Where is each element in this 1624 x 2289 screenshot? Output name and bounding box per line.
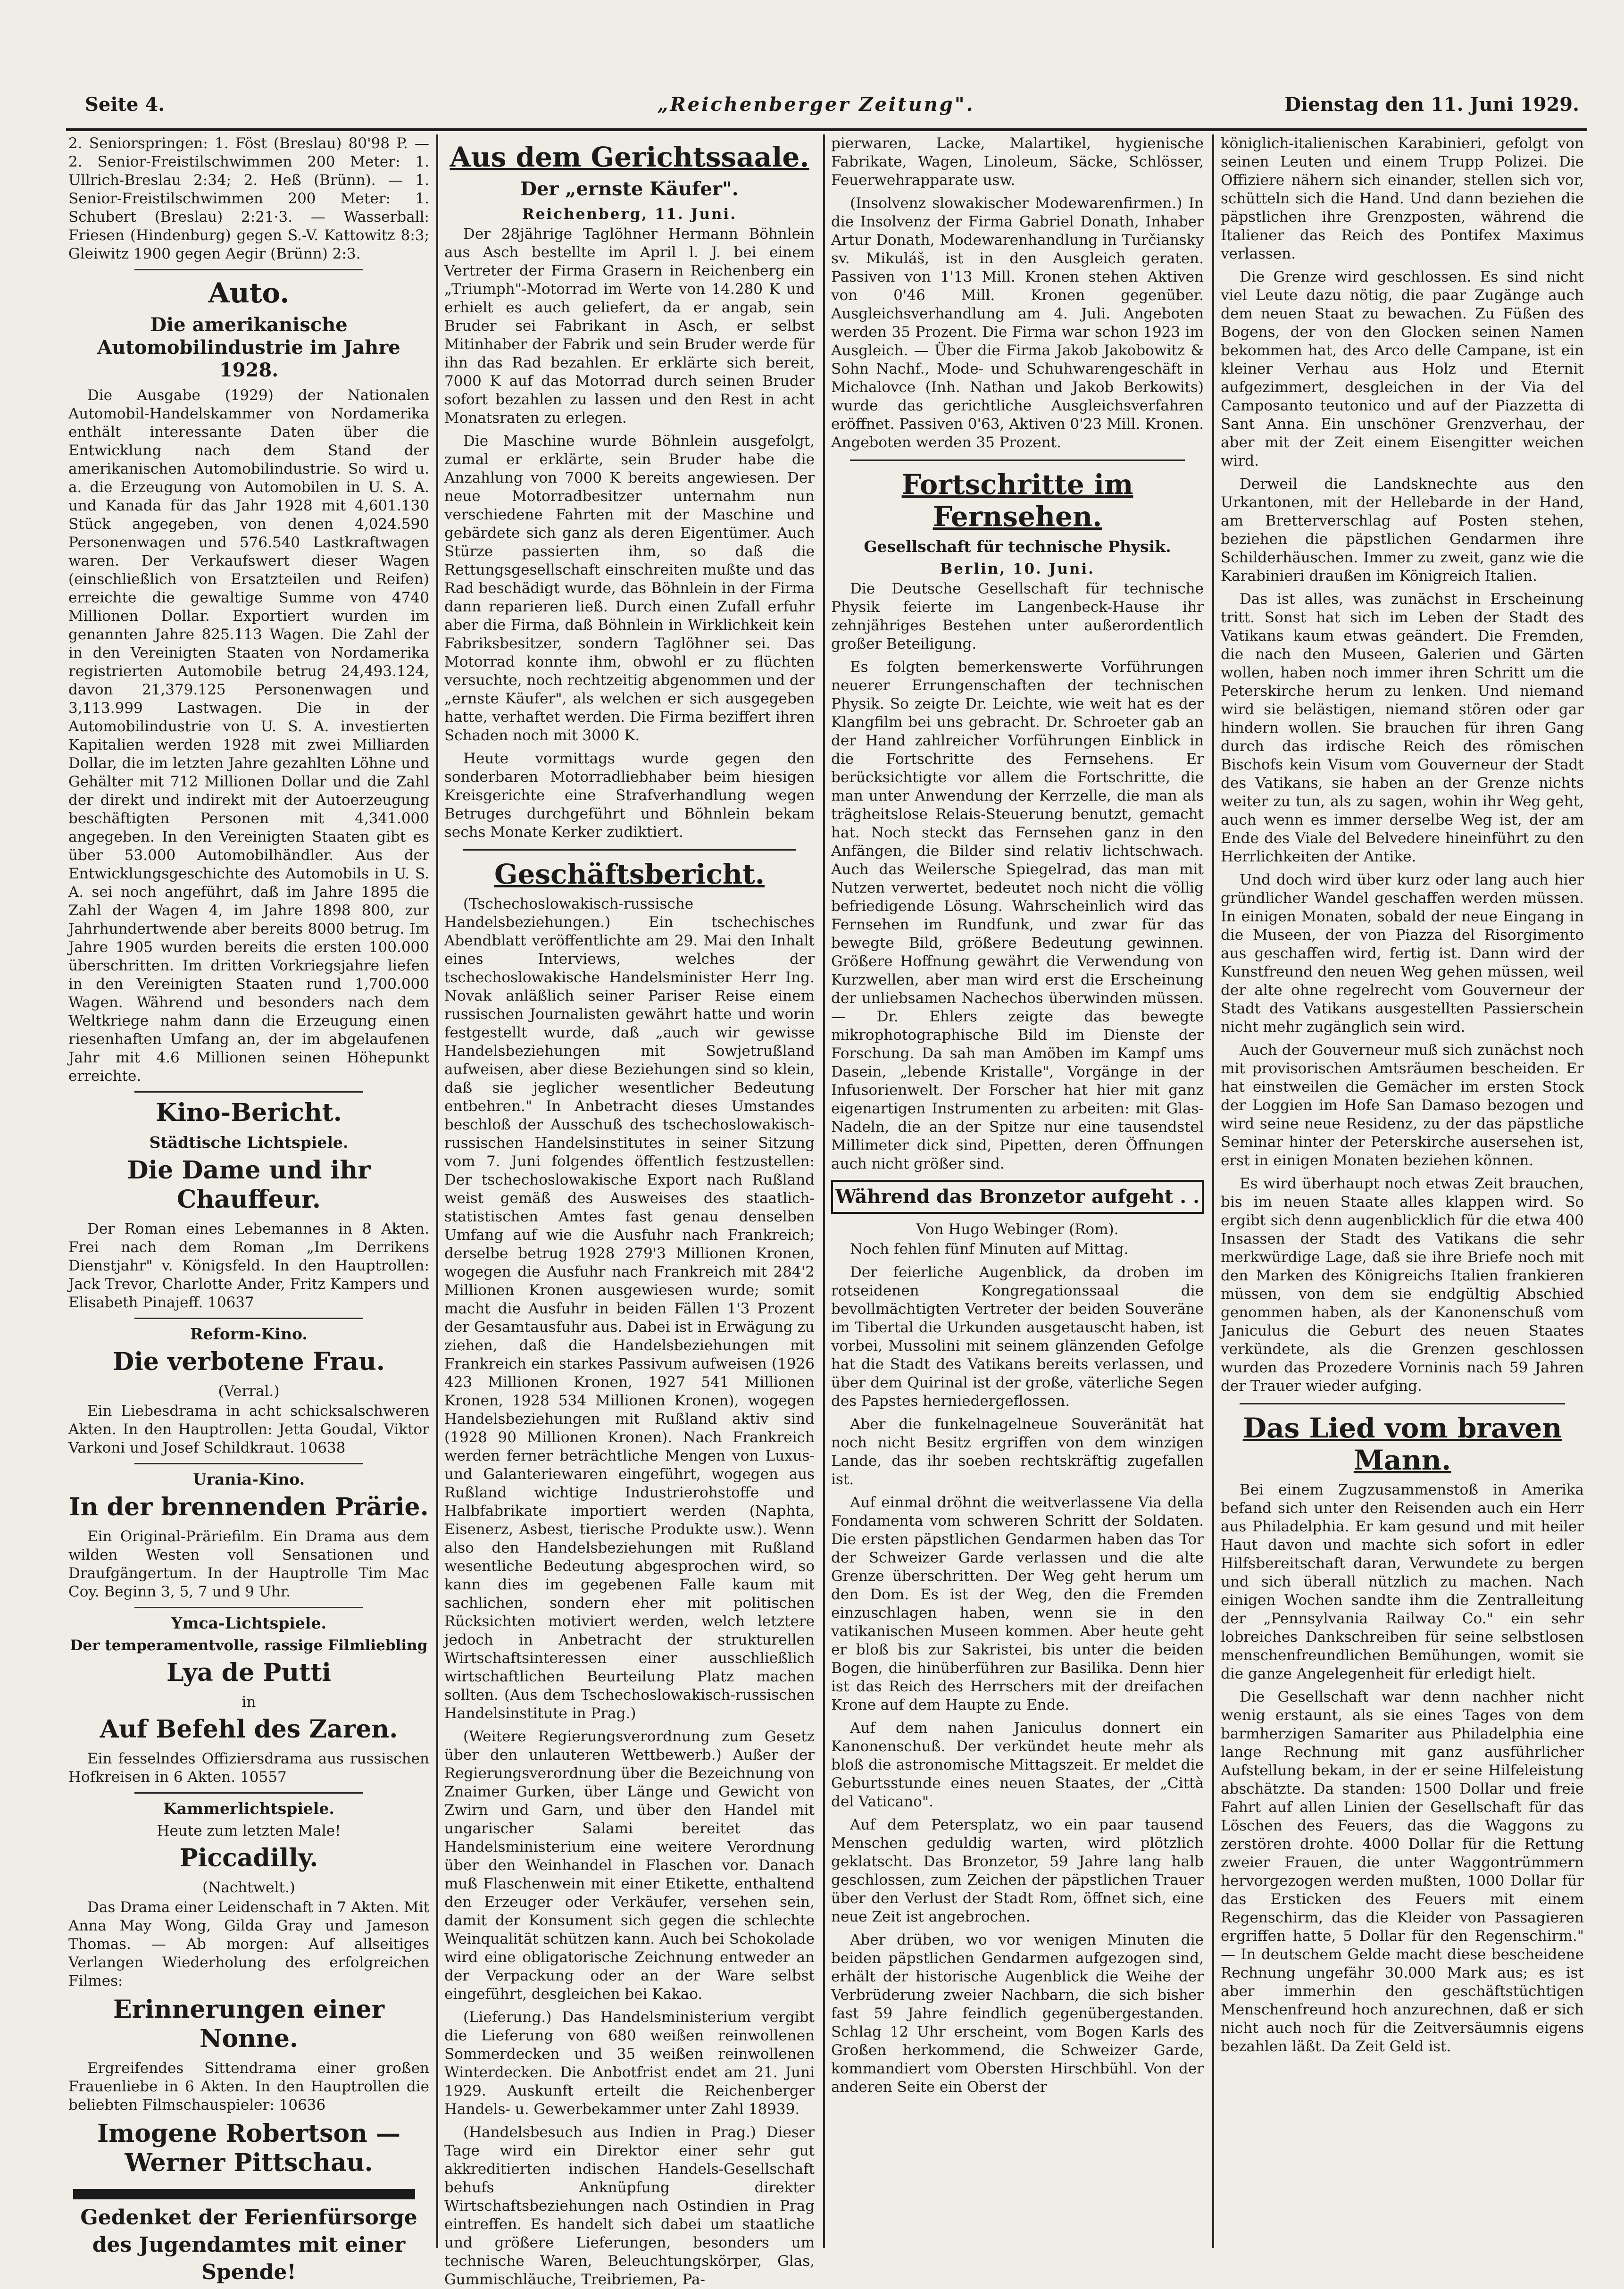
dateline: Berlin, 10. Juni. (940, 560, 1095, 577)
film-description: Der Roman eines Lebemannes in 8 Akten. Frei nach dem Roman „Im Derrikens Dienstjahr" v. Königsfeld. In den Hauptrollen: Jack Trevor, Charlotte Ander, Fritz Kampers und Elisabeth Pinajeff. 10637 (68, 1220, 429, 1311)
masthead: „Reichenberger Zeitung". (657, 93, 975, 116)
divider (134, 1463, 363, 1464)
article-paragraph: Derweil die Landsknechte aus den Urkantonen, mit der Hellebarde in der Hand, am Bretterverschlag auf Posten stehen, beziehen die päpstlichen Gendarmen ihre Schilderhäuschen. Immer zu zweit, ganz wie die Karabinieri draußen im Königreich Italien. (1221, 476, 1584, 585)
business-item: (Lieferung.) Das Handelsministerium vergibt die Lieferung von 680 weißen reinwollenen Sommerdecken und 35 weißen reinwollenen Winterdecken. Die Anbotfrist endet am 21. Juni 1929. Auskunft erteilt die Reichenberger Handels- u. Gewerbekammer unter Zahl 18939. (444, 2009, 815, 2118)
section-heading-television: Fortschritte im Fernsehen. (901, 468, 1133, 533)
article-lead: Noch fehlen fünf Minuten auf Mittag. (850, 1241, 1129, 1258)
divider (134, 1792, 363, 1794)
film-subtitle: (Verral.) (218, 1383, 280, 1400)
section-heading-lied: Das Lied vom braven Mann. (1242, 1412, 1562, 1476)
divider (1240, 1403, 1565, 1404)
column-divider (1212, 134, 1214, 2248)
cinema-venue: Ymca-Lichtspiele. (171, 1614, 326, 1632)
article-paragraph-cont: königlich-italienischen Karabinieri, gefolgt von seinen Leuten und einem Trupp Polizei. Die Offiziere nähern sich einander, stellen sich vor, schütteln sich die Hand. Und dann beziehen die päpstlichen ihre Grenzposten, während die Italiener das Reich des Pontifex Maximus verlassen. (1221, 135, 1584, 262)
article-paragraph: Der feierliche Augenblick, da droben im rotseidenen Kongregationssaal die bevollmächtigten Vertreter der beiden Souveräne im Tibertal die Urkunden ausgetauscht haben, ist vorbei, Mussolini mit seinem glänzenden Gefolge hat die Stadt des Vatikans bereits verlassen, und über dem Quirinal ist der große, väterliche Segen des Papstes herniedergeflossen. (831, 1264, 1204, 1410)
dateline: Reichenberg, 11. Juni. (522, 206, 737, 223)
column-3 (831, 134, 1204, 2253)
article-paragraph: Es folgten bemerkenswerte Vorführungen neuerer Errungenschaften der technischen Physik. So zeigte Dr. Leichte, wie weit hat es der Klangfilm bei uns gebracht. Dr. Schroeter gab an der Hand zahlreicher Vorführungen Einblick in die Fortschritte des Fernsehens. Er berücksichtigte vor allem die Fortschritte, die man unter Anwendung der Kerrzelle, die man als trägheitslose Relais-Steuerung benutzt, gemacht hat. Noch steckt das Fernsehen ganz in den Anfängen, die Bilder sind relativ lichtschwach. Auch das Weilersche Spiegelrad, das man mit Nutzen verwertet, bedeutet noch nicht die völlig befriedigende Lösung. Wahrscheinlich wird das Fernsehen im Rundfunk, und zwar für das bewegte Bild, größere Bedeutung gewinnen. Größere Hoffnung gewährt die Verwendung von Kurzwellen, aber man wird erst die Erscheinung der unliebsamen Nachechos überwinden müssen. — Dr. Ehlers zeigte das bewegte mikrophotographische Bild im Dienste der Forschung. Da sah man Amöben im Kampf ums Dasein, „lebende Kristalle", Vorgänge in der Infusorienwelt. Der Forscher hat hier mit ganz eigenartigen Instrumenten zu arbeiten: mit Glas-Nadeln, die an der Spitze nur eine tausendstel Millimeter dick sind, Pipetten, deren Öffnungen auch nicht größer sind. (831, 659, 1204, 1172)
cinema-venue: Reform-Kino. (190, 1325, 308, 1343)
business-item-cont: pierwaren, Lacke, Malartikel, hygienische Fabrikate, Wagen, Linoleum, Säcke, Schlösser, Feuerwehrapparate usw. (831, 135, 1204, 189)
article-subheading: Gesellschaft für technische Physik. (864, 537, 1171, 556)
divider (463, 849, 796, 851)
article-paragraph: Heute vormittags wurde gegen den sonderbaren Motorradliebhaber beim hiesigen Kreisgerichte eine Strafverhandlung wegen Betruges durchgeführt und Böhnlein bekam sechs Monate Kerker zudiktiert. (444, 750, 815, 841)
article-body-auto: Die Ausgabe (1929) der Nationalen Automobil-Handelskammer von Nordamerika enthält interessante Daten über die Entwicklung nach dem Stand der amerikanischen Automobilindustrie. So wird u. a. die Erzeugung von Automobilen in U. S. A. und Kanada für das Jahr 1928 mit 4,601.130 Stück angegeben, von denen 4,024.590 Personenwagen und 576.540 Lastkraftwagen waren. Der Verkaufswert dieser Wagen (einschließlich von Ersatzteilen und Reifen) erreichte die gewaltige Summe von 4740 Millionen Dollar. Exportiert wurden im genannten Jahre 825.113 Wagen. Die Zahl der in den Vereinigten Staaten von Nordamerika registrierten Automobile betrug 24,493.124, davon 21,379.125 Personenwagen und 3,113.999 Lastwagen. Die in der Automobilindustrie von U. S. A. investierten Kapitalien werden 1928 mit zwei Milliarden Dollar, die im letzten Jahre gezahlten Löhne und Gehälter mit 712 Millionen Dollar und die Zahl der direkt und indirekt mit der Autoerzeugung beschäftigten Personen mit 4,341.000 angegeben. In den Vereinigten Staaten gibt es über 53.000 Automobilhändler. Aus der Entwicklungsgeschichte des Automobils in U. S. A. sei noch angeführt, daß im Jahre 1895 die Zahl der Wagen 4, im Jahre 1898 800, zur Jahrhundertwende aber bereits 8000 betrug. Im Jahre 1905 wurden bereits die ersten 100.000 überschritten. Im dritten Vorkriegsjahre liefen in den Vereinigten Staaten rund 1,700.000 Wagen. Während und besonders nach dem Weltkriege nahm dann die Erzeugung einen riesenhaften Umfang an, der im abgelaufenen Jahr mit 4.6 Millionen seinen Höhepunkt erreichte. (68, 387, 429, 1085)
film-description: Das Drama einer Leidenschaft in 7 Akten. Mit Anna May Wong, Gilda Gray und Jameson Thomas. — Ab morgen: Auf allseitiges Verlangen Wiederholung des erfolgreichen Filmes: (68, 1899, 429, 1989)
column-1 (68, 134, 429, 2284)
article-paragraph: Die Maschine wurde Böhnlein ausgefolgt, zumal er erklärte, sein Bruder habe die Anzahlung von 7000 K bereits angewiesen. Der neue Motorradbesitzer unternahm nun verschiedene Fahrten mit der Maschine und gebärdete sich ganz als deren Eigentümer. Auch Stürze passierten ihm, so daß die Rettungsgesellschaft einschreiten mußte und das Rad beschädigt wurde, das Böhnlein in der Firma dann reparieren ließ. Durch einen Zufall erfuhr aber die Firma, daß Böhnlein in Wirklichkeit kein Fabriksbesitzer, sondern Taglöhner sei. Das Motorrad konnte ihm, obwohl er zu flüchten versuchte, noch rechtzeitig abgenommen und der „ernste Käufer", als welchen er sich ausgegeben hatte, verhaftet werden. Die Firma beziffert ihren Schaden noch mit 3000 K. (444, 433, 815, 744)
divider (850, 459, 1185, 461)
feature-heading-box (831, 1180, 1204, 1214)
film-star: Lya de Putti (167, 1658, 331, 1687)
byline: Von Hugo Webinger (Rom). (916, 1221, 1119, 1238)
article-paragraph: Der 28jährige Taglöhner Hermann Böhnlein aus Asch bestellte im April l. J. bei einem Vertreter der Firma Grasern in Reichenberg ein „Triumph"-Motorrad im Werte von 14.280 K und erhielt es auch geliefert, da er angab, sein Bruder sei Fabrikant in Asch, er selbst Mitinhaber der Fabrik und sein Bruder werde für ihn das Rad bezahlen. Er erklärte sich bereit, 7000 K auf das Motorrad durch seinen Bruder sofort bezahlen zu lassen und den Rest in acht Monatsraten zu erlegen. (444, 226, 815, 426)
column-divider (436, 134, 438, 2248)
article-paragraph: Aber drüben, wo vor wenigen Minuten die beiden päpstlichen Gendarmen aufgezogen sind, erhält der historische Augenblick die Weihe der Verbrüderung zweier Nachbarn, die sich bisher fast 59 Jahre feindlich gegenübergestanden. Schlag 12 Uhr erscheint, vom Bogen Karls des Großen herkommend, die Schweizer Garde, kommandiert vom Obersten Hirschbühl. Von der anderen Seite ein Oberst der (831, 1931, 1204, 2096)
article-paragraph: Und doch wird über kurz oder lang auch hier gründlicher Wandel geschaffen werden müssen. In einigen Monaten, sobald der neue Eingang in die Museen, der von Piazza del Risorgimento aus geschaffen wird, fertig ist. Dann wird der Kunstfreund den neuen Weg gehen müssen, weil der alte ohne regelrecht vom Gouverneur der Stadt des Vatikans ausgestellten Passierschein nicht mehr zugänglich sein wird. (1221, 871, 1584, 1036)
film-title: Die verbotene Frau. (113, 1347, 385, 1376)
feature-title: Während das Bronzetor aufgeht . . (835, 1186, 1200, 1208)
article-paragraph: Auf dem nahen Janiculus donnert ein Kanonenschuß. Der verkündet heute mehr als bloß die astronomische Mittagszeit. Er meldet die Geburtsstunde eines neuen Staates, der „Città del Vaticano". (831, 1720, 1204, 1810)
film-description: Ein fesselndes Offiziersdrama aus russischen Hofkreisen in 6 Akten. 10557 (68, 1750, 429, 1786)
film-title: Auf Befehl des Zaren. (100, 1715, 398, 1744)
sports-results: 2. Seniorspringen: 1. Föst (Breslau) 80'98 P. — 2. Senior-Freistilschwimmen 200 Meter: 1. Ullrich-Breslau 2:34; 2. Heß (Brünn). — 1. Senior-Freistilschwimmen 200 Meter: 1. Schubert (Breslau) 2:21·3. — Wasserball: Friesen (Hindenburg) gegen S.-V. Kattowitz 8:3; Gleiwitz 1900 gegen Aegir (Brünn) 2:3. (68, 135, 429, 262)
appeal-rule (73, 2189, 415, 2199)
issue-date: Dienstag den 11. Juni 1929. (1284, 93, 1579, 116)
divider (134, 1607, 363, 1608)
section-heading-auto: Auto. (208, 277, 290, 309)
film-connector: in (242, 1694, 256, 1711)
film-subtitle: (Nachtwelt.) (202, 1879, 295, 1896)
article-paragraph: Aber die funkelnagelneue Souveränität hat noch nicht Besitz ergriffen von dem winzigen Lande, das ihr soeben rechtskräftig zugefallen ist. (831, 1416, 1204, 1488)
article-paragraph: Die Deutsche Gesellschaft für technische Physik feierte im Langenbeck-Hause ihr zehnjähriges Bestehen unter außerordentlich großer Beteiligung. (831, 580, 1204, 652)
charity-appeal: Gedenket der Ferienfürsorge des Jugendamtes mit einer Spende! (80, 2205, 417, 2284)
header-rule (66, 128, 1587, 131)
business-item: (Tschechoslowakisch-russische Handelsbeziehungen.) Ein tschechisches Abendblatt veröffentlichte am 29. Mai den Inhalt eines Interviews, welches der tschechoslowakische Handelsminister Herr Ing. Novak anläßlich seiner Pariser Reise einem russischen Journalisten gewährt hatte und worin festgestellt wurde, daß „auch wir gewisse Handelsbeziehungen mit Sowjetrußland aufweisen, aber diese Beziehungen sind so klein, daß sie jeglicher wesentlicher Bedeutung entbehren." In Anbetracht dieses Umstandes beschloß der Ausschuß des tschechoslowakisch-russischen Handelsinstitutes in seiner Sitzung vom 7. Juni folgendes öffentlich festzustellen: Der tschechoslowakische Export nach Rußland weist gemäß des Ausweises des staatlich-statistischen Amtes fast genau denselben Umfang auf wie die Ausfuhr nach Frankreich; derselbe betrug 1928 279'3 Millionen Kronen, wogegen die Ausfuhr nach Frankreich mit 284'2 Millionen Kronen ausgewiesen wurde; somit macht die Ausfuhr in beiden Fällen 1'3 Prozent der Gesamtausfuhr aus. Dabei ist in Erwägung zu ziehen, daß die Handelsbeziehungen mit Frankreich ein starkes Passivum aufweisen (1926 423 Millionen Kronen, 1927 541 Millionen Kronen, 1928 534 Millionen Kronen), wogegen Handelsbeziehungen mit Rußland aktiv sind (1928 90 Millionen Kronen). Nach Frankreich werden ferner beträchtliche Mengen von Luxus- und Galanteriewaren eingeführt, wogegen aus Rußland wichtige Industrierohstoffe und Halbfabrikate importiert werden (Naphta, Eisenerz, Asbest, tierische Produkte usw.). Wenn also den Handelsbeziehungen mit Rußland wesentliche Bedeutung abgesprochen wird, so kann dies im gegebenen Falle kaum mit sachlichen, sondern eher mit politischen Rücksichten motiviert werden, welch letztere jedoch in Anbetracht der strukturellen Wirtschaftsinteressen einer ausschließlich wirtschaftlichen Beurteilung Platz machen sollten. (Aus dem Tschechoslowakisch-russischen Handelsinstitute in Prag.) (444, 895, 815, 1722)
divider (134, 269, 363, 270)
film-title: Die Dame und ihr Chauffeur. (127, 1156, 371, 1214)
column-4 (1221, 134, 1584, 2253)
article-paragraph: Die Grenze wird geschlossen. Es sind nicht viel Leute dazu nötig, die paar Zugänge auch dem neuen Staat zu bewachen. Zu Füßen des Bogens, der von den Glocken seinen Namen bekommen hat, des Arco delle Campane, ist ein kleiner Verhau aus Holz und Eternit aufgezimmert, desgleichen in der Via del Camposanto teutonico und auf der Piazzetta di Sant Anna. Ein unschöner Grenzverhau, der aber mit der Zeit einem Eisengitter weichen wird. (1221, 268, 1584, 469)
article-paragraph: Das ist alles, was zunächst in Erscheinung tritt. Sonst hat sich im Leben der Stadt des Vatikans kaum etwas geändert. Die Fremden, die nach den Museen, Galerien und Gärten wollen, haben noch immer ihren Schritt um die Peterskirche herum zu lenken. Und niemand wird sie belästigen, niemand stören oder gar hindern wollen. Sie brauchen für ihren Gang durch das irdische Reich des römischen Bischofs kein Visum vom Gouverneur der Stadt des Vatikans, sie haben an der Grenze nichts weiter zu tun, als zu sagen, wohin ihr Weg geht, auch wenn es immer derselbe Weg ist, der am Ende des Viale del Belvedere hineinführt zu den Herrlichkeiten der Antike. (1221, 591, 1584, 865)
cinema-venue: Kammerlichtspiele. (163, 1799, 334, 1818)
cinema-venue: Urania-Kino. (192, 1470, 305, 1488)
film-title-next: Erinnerungen einer Nonne. (113, 1995, 384, 2053)
article-paragraph: Auf dem Petersplatz, wo ein paar tausend Menschen geduldig warten, wird plötzlich geklatscht. Das Bronzetor, 59 Jahre lang halb geschlossen, zum Zeichen der päpstlichen Trauer über den Verlust der Stadt Rom, öffnet sich, eine neue Zeit ist angebrochen. (831, 1816, 1204, 1925)
film-stars: Imogene Robertson — Werner Pittschau. (97, 2119, 401, 2177)
article-title-court: Der „ernste Käufer". (520, 178, 739, 200)
article-title-auto: Die amerikanische Automobilindustrie im Jahre 1928. (97, 314, 400, 381)
film-title: Piccadilly. (179, 1844, 318, 1872)
column-divider (823, 134, 825, 2248)
film-description: Ein Liebesdrama in acht schicksalschweren Akten. In den Hauptrollen: Jetta Goudal, Viktor Varkoni und Josef Schildkraut. 10638 (68, 1403, 429, 1456)
article-paragraph: Auch der Gouverneur muß sich zunächst noch mit provisorischen Amtsräumen bescheiden. Er hat einstweilen die Gemächer im ersten Stock der Loggien im Hofe San Damaso bezogen und wird seine neue Residenz, zu der das päpstliche Seminar hinter der Peterskirche ausersehen ist, erst in einigen Monaten beziehen können. (1221, 1042, 1584, 1169)
section-heading-kino: Kino-Bericht. (156, 1098, 342, 1127)
film-tagline: Der temperamentvolle, rassige Filmliebling (70, 1637, 428, 1654)
section-heading-business: Geschäftsbericht. (494, 858, 765, 890)
section-heading-court: Aus dem Gerichtssaale. (450, 141, 809, 173)
divider (134, 1091, 363, 1093)
film-description: Ein Original-Präriefilm. Ein Drama aus dem wilden Westen voll Sensationen und Draufgängertum. In der Hauptrolle Tim Mac Coy. Beginn 3, 5, 7 und 9 Uhr. (68, 1528, 429, 1600)
article-paragraph: Die Gesellschaft war denn nachher nicht wenig erstaunt, als sie eines Tages von dem barmherzigen Samariter aus Philadelphia eine lange Rechnung mit ganz ausführlicher Aufstellung bekam, in der er seine Hilfeleistung abschätzte. Da standen: 1500 Dollar und freie Fahrt auf allen Linien der Gesellschaft für das Löschen des Feuers, das die Waggons zu zerstören drohte. 4000 Dollar für die Rettung zweier Frauen, die unter Waggontrümmern hervorgezogen werden mußten, 1000 Dollar für das Ersticken des Feuers mit einem Regenschirm, das die Kleider von Passagieren ergriffen hatte, 5 Dollar für den Regenschirm." — In deutschem Gelde macht diese bescheidene Rechnung ungefähr 30.000 Mark aus; es ist aber immerhin den geschäftstüchtigen Menschenfreund hoch anzurechnen, daß er sich nicht auch noch für die Zeitversäumnis eigens bezahlen läßt. Da Zeit Geld ist. (1221, 1688, 1584, 2055)
article-paragraph: Es wird überhaupt noch etwas Zeit brauchen, bis im neuen Staate alles klappen wird. So ergibt sich denn augenblicklich für die etwa 400 Insassen der Stadt des Vatikans die sehr merkwürdige Lage, daß sie ihre Briefe noch mit den Marken des Königreichs Italien frankieren müssen, von dem sie endgültig Abschied genommen haben, als der Kanonenschuß vom Janiculus die Geburt des neuen Staates verkündete, als die Grenzen geschlossen wurden das Prozedere Vorninis nach 59 Jahren der Trauer wieder aufging. (1221, 1175, 1584, 1395)
business-item: (Handelsbesuch aus Indien in Prag.) Dieser Tage wird ein Direktor einer sehr gut akkreditierten indischen Handels-Gesellschaft behufs Anknüpfung direkter Wirtschaftsbeziehungen nach Ostindien in Prag eintreffen. Es handelt sich dabei um staatliche und größere Lieferungen, besonders um technische Waren, Beleuchtungskörper, Glas, Gummischläuche, Treibriemen, Pa- (444, 2124, 815, 2288)
business-item: (Insolvenz slowakischer Modewarenfirmen.) In die Insolvenz der Firma Gabriel Donath, Inhaber Artur Donath, Modewarenhandlung in Turčiansky sv. Mikuláš, ist in den Ausgleich geraten. Passiven von 1'13 Mill. Kronen stehen Aktiven von 0'46 Mill. Kronen gegenüber. Ausgleichsverhandlung am 4. Juli. Angeboten werden 35 Prozent. Die Firma war schon 1923 im Ausgleich. — Über die Firma Jakob Jakobowitz & Sohn Nachf., Mode- und Schuhwarengeschäft in Michalovce (Inh. Nathan und Jakob Berkowits) wurde das gerichtliche Ausgleichsverfahren eröffnet. Passiven 0'63, Aktiven 0'23 Mill. Kronen. Angeboten werden 35 Prozent. (831, 195, 1204, 451)
film-title: In der brennenden Prärie. (69, 1493, 429, 1521)
divider (134, 1318, 363, 1319)
column-2 (444, 134, 815, 2288)
film-notice: Heute zum letzten Male! (157, 1822, 341, 1839)
article-paragraph: Auf einmal dröhnt die weitverlassene Via della Fondamenta vom schweren Schritt der Soldaten. Die ersten päpstlichen Gendarmen haben das Tor der Schweizer Garde verlassen und die alte Grenze überschritten. Der Weg geht herum um den Dom. Es ist der Weg, den die Fremden einzuschlagen haben, wenn sie in den vatikanischen Museen kommen. Aber heute geht er bloß bis zur Sakristei, bis unter die beiden Bogen, die hinüberführen zur Basilika. Denn hier ist das Reich des Herrschers mit der dreifachen Krone auf dem Haupte zu Ende. (831, 1494, 1204, 1713)
film-description: Ergreifendes Sittendrama einer großen Frauenliebe in 6 Akten. In den Hauptrollen die beliebten Filmschauspieler: 10636 (68, 2060, 429, 2114)
article-paragraph: Bei einem Zugzusammenstoß in Amerika befand sich unter den Reisenden auch ein Herr aus Philadelphia. Er kam gesund und mit heiler Haut davon und machte sich sofort in edler Hilfsbereitschaft daran, Verwundete zu bergen und sich überall nützlich zu machen. Nach einigen Wochen sandte ihm die Zentralleitung der „Pennsylvania Railway Co." ein sehr lobreiches Dankschreiben für seine selbstlosen menschenfreundlichen Bemühungen, womit sie die ganze Angelegenheit für erledigt hielt. (1221, 1481, 1584, 1682)
page-number: Seite 4. (85, 93, 165, 116)
business-item: (Weitere Regierungsverordnung zum Gesetz über den unlauteren Wettbewerb.) Außer der Regierungsverordnung über die Bezeichnung von Znaimer Gurken, über Länge und Gewicht von Zwirn und Garn, und über den Handel mit ungarischer Salami bereitet das Handelsministerium eine weitere Verordnung über den Weinhandel in Flaschen vor. Danach muß Flaschenwein mit einer Etikette, enthaltend den Erzeuger oder Verkäufer, versehen sein, damit der Konsument sich gegen die schlechte Weinqualität schützen kann. Auch bei Schokolade wird eine obligatorische Zeichnung entweder an der Verpackung oder an der Ware selbst eingeführt, desgleichen bei Kakao. (444, 1728, 815, 2003)
cinema-venue: Städtische Lichtspiele. (149, 1133, 349, 1152)
